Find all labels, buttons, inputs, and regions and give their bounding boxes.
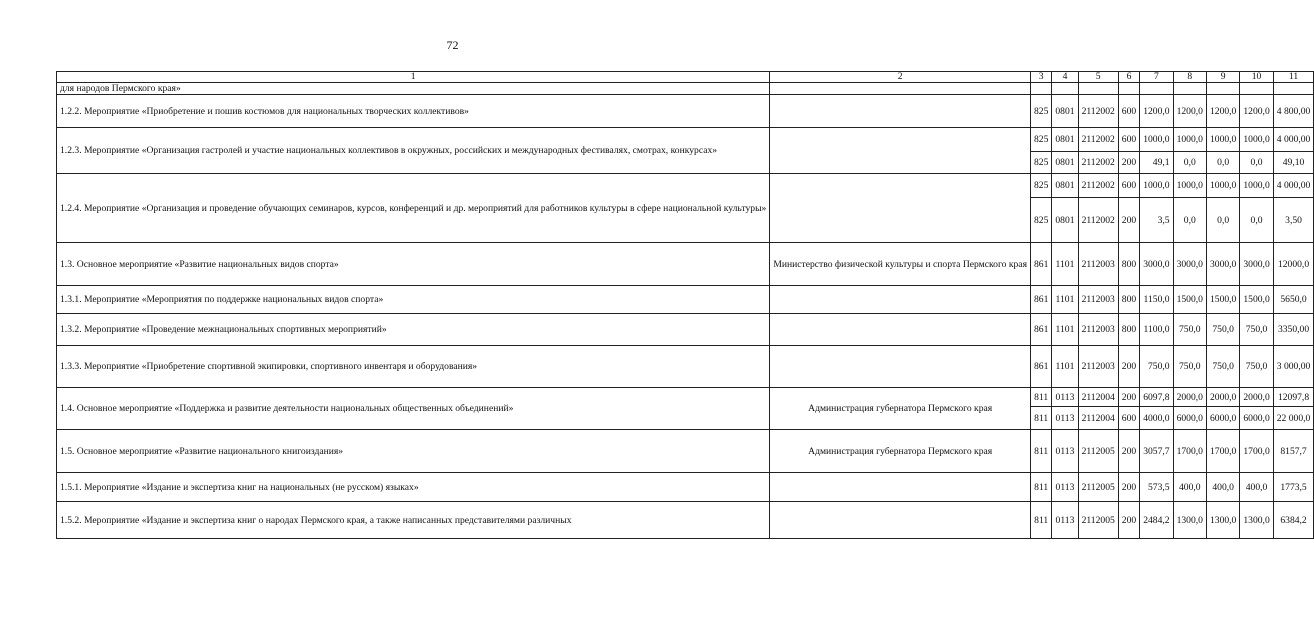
executor: [770, 286, 1031, 314]
amount-cell: [1206, 83, 1239, 95]
amount-cell: 3350,00: [1273, 314, 1314, 346]
amount-cell: 1300,0: [1206, 502, 1239, 539]
column-header: 9: [1206, 72, 1239, 83]
code-cell: 0801: [1052, 198, 1078, 243]
code-cell: 2112003: [1078, 286, 1118, 314]
code-cell: 2112002: [1078, 174, 1118, 198]
code-cell: 2112005: [1078, 502, 1118, 539]
code-cell: 0113: [1052, 388, 1078, 407]
amount-cell: 0,0: [1206, 152, 1239, 174]
budget-table: [56, 71, 1314, 539]
code-cell: [1078, 83, 1118, 95]
code-cell: 2112003: [1078, 243, 1118, 286]
amount-cell: 6000,0: [1206, 407, 1239, 430]
amount-cell: 49,10: [1273, 152, 1314, 174]
code-cell: 2112002: [1078, 95, 1118, 128]
code-cell: 1101: [1052, 286, 1078, 314]
amount-cell: 3000,0: [1240, 243, 1273, 286]
amount-cell: 4 800,00: [1273, 95, 1314, 128]
code-cell: 0113: [1052, 473, 1078, 502]
code-cell: 811: [1030, 473, 1051, 502]
code-cell: 2112002: [1078, 152, 1118, 174]
column-header: 8: [1173, 72, 1206, 83]
code-cell: 200: [1118, 473, 1139, 502]
amount-cell: 1000,0: [1173, 174, 1206, 198]
activity-name: 1.2.2. Мероприятие «Приобретение и пошив костюмов для национальных творческих коллективов»: [57, 95, 770, 128]
code-cell: [1052, 83, 1078, 95]
amount-cell: 750,0: [1173, 314, 1206, 346]
amount-cell: 1000,0: [1173, 128, 1206, 152]
activity-name: 1.5.2. Мероприятие «Издание и экспертиза книг о народах Пермского края, а также написанных представителями различных: [57, 502, 770, 539]
activity-name: 1.4. Основное мероприятие «Поддержка и развитие деятельности национальных общественных объединений»: [57, 388, 770, 430]
amount-cell: 3000,0: [1206, 243, 1239, 286]
column-header: 5: [1078, 72, 1118, 83]
amount-cell: 1200,0: [1140, 95, 1173, 128]
code-cell: 861: [1030, 314, 1051, 346]
code-cell: [1118, 83, 1139, 95]
amount-cell: [1240, 83, 1273, 95]
code-cell: 825: [1030, 152, 1051, 174]
activity-name: 1.3.1. Мероприятие «Мероприятия по поддержке национальных видов спорта»: [57, 286, 770, 314]
amount-cell: 1150,0: [1140, 286, 1173, 314]
amount-cell: 1000,0: [1206, 128, 1239, 152]
amount-cell: 1773,5: [1273, 473, 1314, 502]
code-cell: 800: [1118, 314, 1139, 346]
column-header: 1: [57, 72, 770, 83]
code-cell: 800: [1118, 243, 1139, 286]
code-cell: 200: [1118, 346, 1139, 388]
amount-cell: 1700,0: [1240, 430, 1273, 473]
amount-cell: 1200,0: [1173, 95, 1206, 128]
code-cell: 2112004: [1078, 407, 1118, 430]
executor: [770, 174, 1031, 243]
amount-cell: 0,0: [1173, 198, 1206, 243]
code-cell: 861: [1030, 243, 1051, 286]
amount-cell: 1500,0: [1240, 286, 1273, 314]
activity-name: 1.3.3. Мероприятие «Приобретение спортивной экипировки, спортивного инвентаря и оборудования»: [57, 346, 770, 388]
amount-cell: 1000,0: [1240, 174, 1273, 198]
amount-cell: 400,0: [1206, 473, 1239, 502]
executor: [770, 83, 1031, 95]
code-cell: 1101: [1052, 314, 1078, 346]
amount-cell: 1300,0: [1240, 502, 1273, 539]
code-cell: 0113: [1052, 430, 1078, 473]
executor: Администрация губернатора Пермского края: [770, 388, 1031, 430]
code-cell: 600: [1118, 407, 1139, 430]
amount-cell: 400,0: [1240, 473, 1273, 502]
amount-cell: [1173, 83, 1206, 95]
executor: [770, 128, 1031, 174]
activity-name: для народов Пермского края»: [57, 83, 770, 95]
activity-name: 1.3.2. Мероприятие «Проведение межнациональных спортивных мероприятий»: [57, 314, 770, 346]
amount-cell: 6000,0: [1173, 407, 1206, 430]
executor: [770, 314, 1031, 346]
column-header: 3: [1030, 72, 1051, 83]
code-cell: 2112005: [1078, 473, 1118, 502]
table-row: [57, 314, 1314, 346]
code-cell: 825: [1030, 174, 1051, 198]
amount-cell: 2000,0: [1206, 388, 1239, 407]
code-cell: 800: [1118, 286, 1139, 314]
code-cell: 200: [1118, 502, 1139, 539]
amount-cell: 1700,0: [1173, 430, 1206, 473]
activity-name: 1.2.4. Мероприятие «Организация и проведение обучающих семинаров, курсов, конференций и др. мероприятий для работников культуры в сфере национальной культуры»: [57, 174, 770, 243]
amount-cell: 3 000,00: [1273, 346, 1314, 388]
code-cell: 200: [1118, 430, 1139, 473]
amount-cell: 4000,0: [1140, 407, 1173, 430]
code-cell: 600: [1118, 95, 1139, 128]
amount-cell: 6097,8: [1140, 388, 1173, 407]
table-row: [57, 83, 1314, 95]
code-cell: 2112003: [1078, 314, 1118, 346]
activity-name: 1.5. Основное мероприятие «Развитие национального книгоиздания»: [57, 430, 770, 473]
table-row: [57, 430, 1314, 473]
activity-name: 1.2.3. Мероприятие «Организация гастролей и участие национальных коллективов в окружных, российских и международных фестивалях, смотрах, конкурсах»: [57, 128, 770, 174]
code-cell: 1101: [1052, 346, 1078, 388]
code-cell: 825: [1030, 95, 1051, 128]
executor: [770, 502, 1031, 539]
amount-cell: 12000,0: [1273, 243, 1314, 286]
code-cell: 811: [1030, 407, 1051, 430]
table-row: [57, 286, 1314, 314]
code-cell: 200: [1118, 198, 1139, 243]
executor: [770, 473, 1031, 502]
column-header: 10: [1240, 72, 1273, 83]
amount-cell: 750,0: [1240, 346, 1273, 388]
code-cell: 0801: [1052, 95, 1078, 128]
code-cell: [1030, 83, 1051, 95]
table-row: [57, 95, 1314, 128]
code-cell: 811: [1030, 430, 1051, 473]
code-cell: 2112004: [1078, 388, 1118, 407]
amount-cell: 4 000,00: [1273, 128, 1314, 152]
executor: Министерство физической культуры и спорта Пермского края: [770, 243, 1031, 286]
executor: [770, 346, 1031, 388]
code-cell: 200: [1118, 388, 1139, 407]
activity-name: 1.5.1. Мероприятие «Издание и экспертиза книг на национальных (не русском) языках»: [57, 473, 770, 502]
amount-cell: 3,5: [1140, 198, 1173, 243]
amount-cell: 1000,0: [1240, 128, 1273, 152]
code-cell: 2112003: [1078, 346, 1118, 388]
amount-cell: [1140, 83, 1173, 95]
table-row: [57, 128, 1314, 152]
amount-cell: 1300,0: [1173, 502, 1206, 539]
amount-cell: 3057,7: [1140, 430, 1173, 473]
amount-cell: 0,0: [1173, 152, 1206, 174]
amount-cell: 750,0: [1140, 346, 1173, 388]
amount-cell: 3000,0: [1140, 243, 1173, 286]
table-row: [57, 346, 1314, 388]
code-cell: 0801: [1052, 174, 1078, 198]
code-cell: 811: [1030, 388, 1051, 407]
amount-cell: 22 000,0: [1273, 407, 1314, 430]
amount-cell: 1200,0: [1206, 95, 1239, 128]
amount-cell: 750,0: [1240, 314, 1273, 346]
amount-cell: 8157,7: [1273, 430, 1314, 473]
amount-cell: 750,0: [1206, 346, 1239, 388]
amount-cell: 3,50: [1273, 198, 1314, 243]
amount-cell: 4 000,00: [1273, 174, 1314, 198]
amount-cell: 1500,0: [1206, 286, 1239, 314]
amount-cell: 750,0: [1206, 314, 1239, 346]
code-cell: 0801: [1052, 128, 1078, 152]
column-number-row: [57, 72, 1314, 83]
code-cell: 2112005: [1078, 430, 1118, 473]
column-header: 6: [1118, 72, 1139, 83]
column-header: 2: [770, 72, 1031, 83]
code-cell: 825: [1030, 198, 1051, 243]
column-header: 7: [1140, 72, 1173, 83]
amount-cell: 0,0: [1240, 152, 1273, 174]
amount-cell: 0,0: [1206, 198, 1239, 243]
code-cell: 861: [1030, 346, 1051, 388]
amount-cell: 400,0: [1173, 473, 1206, 502]
amount-cell: 1000,0: [1206, 174, 1239, 198]
code-cell: 861: [1030, 286, 1051, 314]
code-cell: 2112002: [1078, 198, 1118, 243]
table-row: [57, 502, 1314, 539]
amount-cell: 1500,0: [1173, 286, 1206, 314]
table-row: [57, 243, 1314, 286]
amount-cell: 1000,0: [1140, 174, 1173, 198]
executor: [770, 95, 1031, 128]
code-cell: 200: [1118, 152, 1139, 174]
amount-cell: 750,0: [1173, 346, 1206, 388]
column-header: 4: [1052, 72, 1078, 83]
code-cell: 811: [1030, 502, 1051, 539]
amount-cell: 0,0: [1240, 198, 1273, 243]
code-cell: 1101: [1052, 243, 1078, 286]
amount-cell: 6000,0: [1240, 407, 1273, 430]
code-cell: 825: [1030, 128, 1051, 152]
amount-cell: 1000,0: [1140, 128, 1173, 152]
amount-cell: 2484,2: [1140, 502, 1173, 539]
amount-cell: 2000,0: [1173, 388, 1206, 407]
amount-cell: 1700,0: [1206, 430, 1239, 473]
table-row: [57, 174, 1314, 198]
code-cell: 2112002: [1078, 128, 1118, 152]
amount-cell: 1200,0: [1240, 95, 1273, 128]
amount-cell: 49,1: [1140, 152, 1173, 174]
amount-cell: 6384,2: [1273, 502, 1314, 539]
code-cell: 0113: [1052, 407, 1078, 430]
executor: Администрация губернатора Пермского края: [770, 430, 1031, 473]
amount-cell: 5650,0: [1273, 286, 1314, 314]
amount-cell: 2000,0: [1240, 388, 1273, 407]
column-header: 11: [1273, 72, 1314, 83]
amount-cell: 12097,8: [1273, 388, 1314, 407]
activity-name: 1.3. Основное мероприятие «Развитие национальных видов спорта»: [57, 243, 770, 286]
table-row: [57, 388, 1314, 407]
amount-cell: [1273, 83, 1314, 95]
page-number: 72: [446, 38, 459, 52]
table-row: [57, 473, 1314, 502]
code-cell: 600: [1118, 128, 1139, 152]
amount-cell: 3000,0: [1173, 243, 1206, 286]
code-cell: 0801: [1052, 152, 1078, 174]
amount-cell: 1100,0: [1140, 314, 1173, 346]
code-cell: 600: [1118, 174, 1139, 198]
code-cell: 0113: [1052, 502, 1078, 539]
amount-cell: 573,5: [1140, 473, 1173, 502]
